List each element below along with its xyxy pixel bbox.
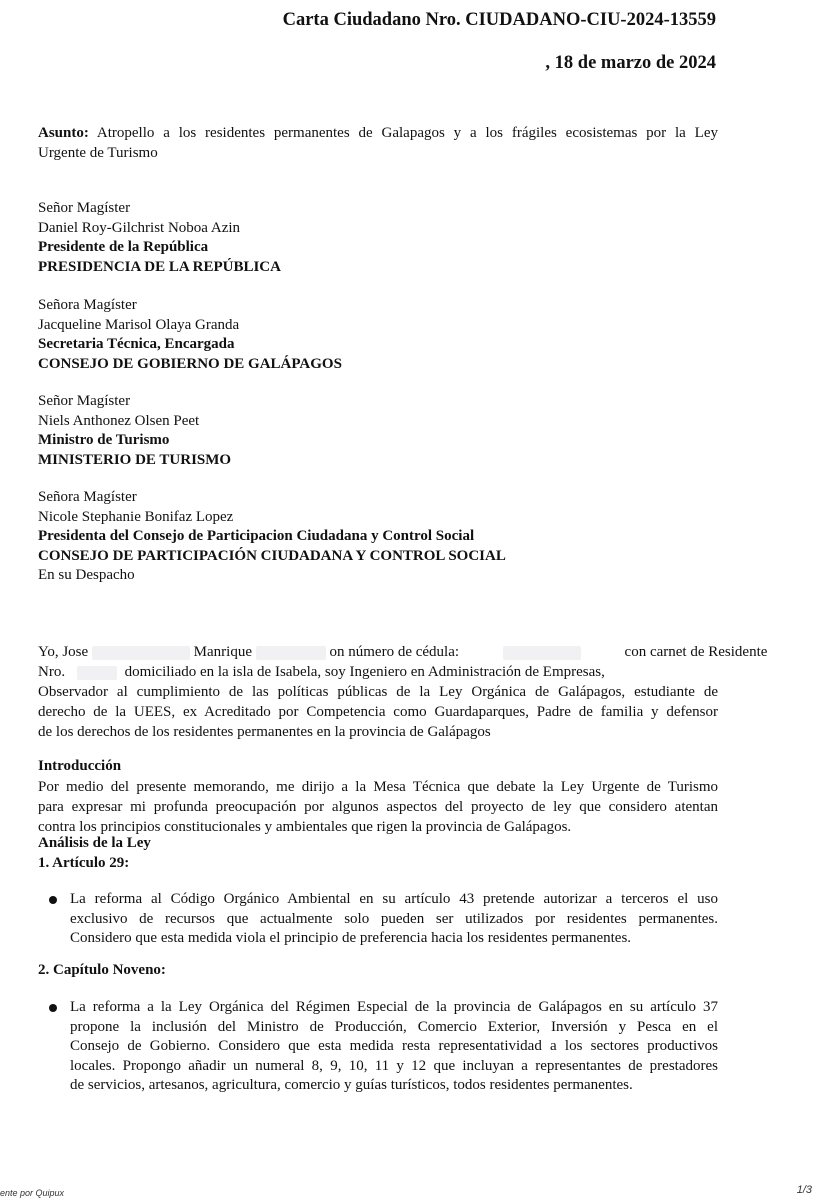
bullet-text-line: locales. Propongo añadir un numeral 8, 9, 10, 11 y 12 que incluyan a representantes de prestadores — [70, 1057, 718, 1074]
intro-text-line: para expresar mi profunda preocupación por algunos aspectos del proyecto de ley que considero atentan — [38, 799, 718, 815]
subsection-heading-capitulo-noveno: 2. Capítulo Noveno: — [38, 962, 166, 978]
recipient-block — [38, 199, 738, 277]
recipient-institution: CONSEJO DE PARTICIPACIÓN CIUDADANA Y CONTROL SOCIAL — [38, 547, 506, 564]
sender-paragraph — [38, 642, 768, 742]
recipient-salutation: Señora Magíster — [38, 489, 137, 505]
recipient-salutation: Señora Magíster — [38, 297, 137, 313]
bullet-text-line: Considero que esta medida viola el principio de preferencia hacia los residentes permanentes. — [70, 930, 632, 947]
recipient-block — [38, 296, 738, 374]
page-number: 1/3 — [796, 1184, 812, 1196]
recipient-name: Daniel Roy-Gilchrist Noboa Azin — [38, 219, 241, 236]
sender-text-line: de los derechos de los residentes permanentes en la provincia de Galápagos — [38, 724, 491, 740]
redaction-block — [92, 646, 190, 660]
recipient-block — [38, 488, 738, 586]
sender-first-name: Yo, Jose — [38, 644, 89, 660]
recipient-closing: En su Despacho — [38, 567, 135, 584]
subject — [38, 123, 718, 163]
recipient-position: Secretaria Técnica, Encargada — [38, 336, 235, 353]
recipient-position: Ministro de Turismo — [38, 432, 170, 449]
bullet-dot-icon — [49, 1004, 57, 1012]
bullet-text-line: Consejo de Gobierno. Considero que esta medida resta representatividad a los sectores productivos — [70, 1038, 718, 1055]
section-heading-analisis: Análisis de la Ley — [38, 835, 151, 851]
sender-id-label: on número de cédula: — [329, 644, 460, 660]
bullet-item — [38, 890, 718, 949]
bullet-text-line: de servicios, artesanos, agricultura, comercio y guías turísticos, todos residentes permanentes. — [70, 1077, 633, 1094]
bullet-item — [38, 998, 718, 1096]
subject-text-1: Atropello a los residentes permanentes de Galapagos y a los frágiles ecosistemas por la Ley — [88, 125, 718, 141]
recipient-salutation: Señor Magíster — [38, 393, 131, 409]
redaction-block — [256, 646, 326, 660]
section-heading-introduccion: Introducción — [38, 758, 122, 774]
sender-text-line: derecho de la UEES, ex Acreditado por Competencia como Guardaparques, Padre de familia y defensor — [38, 704, 718, 720]
bullet-text-line: exclusivo de recursos que actualmente solo pueden ser utilizados por residentes permanentes. — [70, 910, 718, 927]
recipient-position: Presidenta del Consejo de Participacion Ciudadana y Control Social — [38, 528, 475, 545]
bullet-dot-icon — [49, 896, 57, 904]
sender-resident-label: con carnet de Residente — [624, 644, 768, 660]
recipient-name: Jacqueline Marisol Olaya Granda — [38, 316, 240, 333]
intro-text-line: contra los principios constitucionales y ambientales que rigen la provincia de Galápagos. — [38, 819, 572, 835]
bullet-text-line: propone la inclusión del Ministro de Producción, Comercio Exterior, Inversión y Pesca en el — [70, 1018, 718, 1035]
recipient-institution: CONSEJO DE GOBIERNO DE GALÁPAGOS — [38, 355, 342, 372]
subject-label: Asunto: — [38, 125, 89, 141]
introduction-paragraph — [38, 777, 718, 837]
letter-number: Carta Ciudadano Nro. CIUDADANO-CIU-2024-13559 — [282, 10, 716, 30]
subject-text-2: Urgente de Turismo — [38, 145, 158, 161]
bullet-text-line: La reforma a la Ley Orgánica del Régimen Especial de la provincia de Galápagos en su artículo 37 — [70, 999, 718, 1015]
recipient-position: Presidente de la República — [38, 239, 209, 256]
redaction-block — [77, 666, 117, 680]
recipient-institution: MINISTERIO DE TURISMO — [38, 451, 232, 468]
recipient-name: Niels Anthonez Olsen Peet — [38, 412, 200, 429]
sender-domicile: domiciliado en la isla de Isabela, soy Ingeniero en Administración de Empresas, — [124, 664, 605, 680]
recipient-name: Nicole Stephanie Bonifaz Lopez — [38, 508, 234, 525]
intro-text-line: Por medio del presente memorando, me dirijo a la Mesa Técnica que debate la Ley Urgente de Turismo — [38, 779, 718, 795]
sender-text-line: Observador al cumplimiento de las políticas públicas de la Ley Orgánica de Galápagos, estudiante de — [38, 684, 718, 700]
sender-resident-nro: Nro. — [38, 664, 66, 680]
recipient-block — [38, 392, 738, 470]
redaction-block — [503, 646, 581, 660]
letter-date: , 18 de marzo de 2024 — [545, 53, 716, 73]
subsection-heading-articulo-29: 1. Artículo 29: — [38, 855, 130, 871]
recipient-institution: PRESIDENCIA DE LA REPÚBLICA — [38, 258, 281, 275]
footer-generator-note: ente por Quipux — [0, 1188, 65, 1198]
bullet-text-line: La reforma al Código Orgánico Ambiental en su artículo 43 pretende autorizar a terceros el uso — [70, 891, 718, 907]
sender-last-name: Manrique — [193, 644, 252, 660]
recipient-salutation: Señor Magíster — [38, 200, 131, 216]
